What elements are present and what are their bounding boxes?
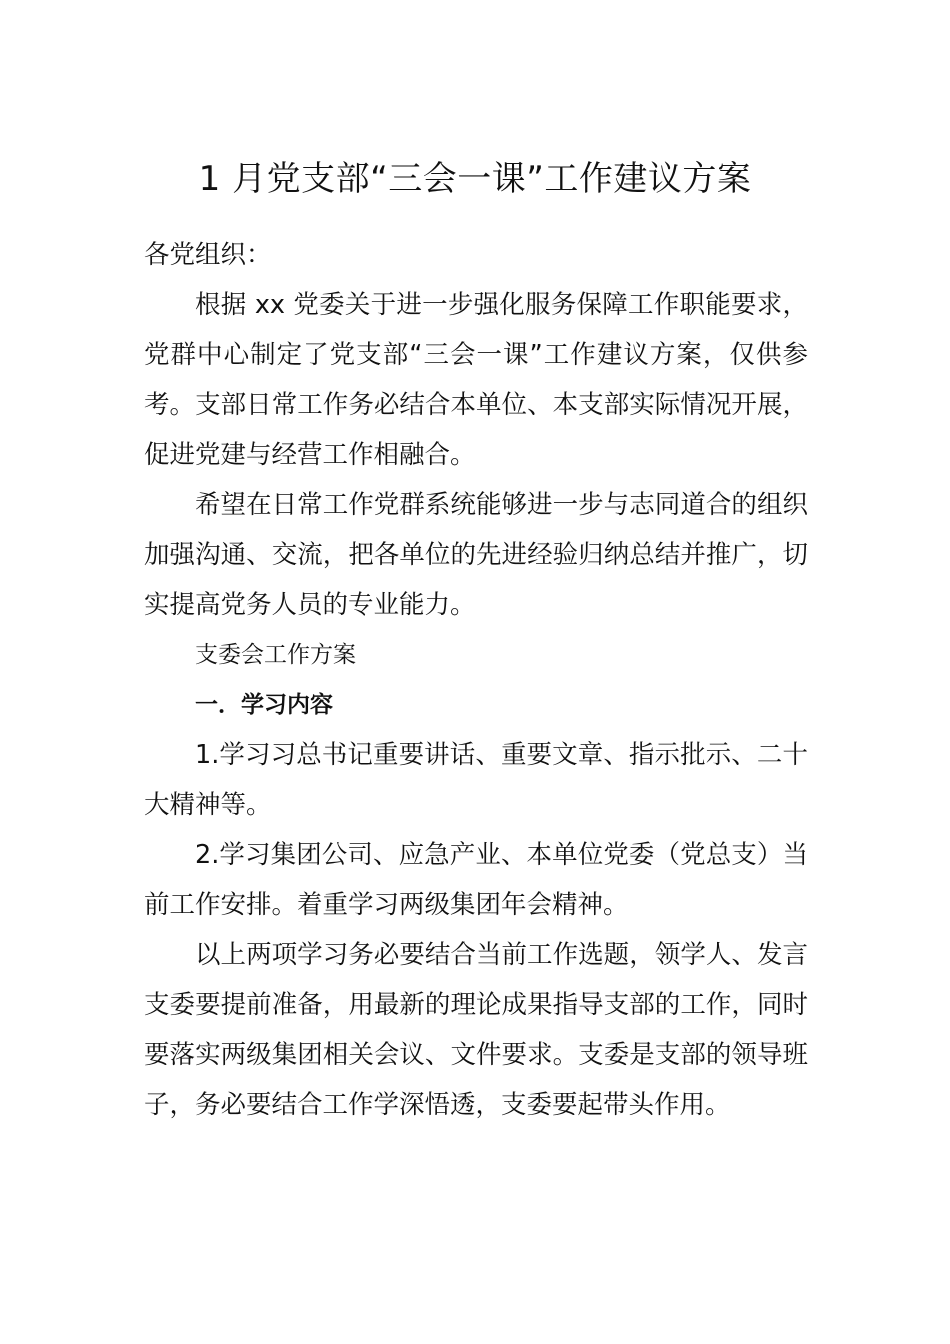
subsection-title: 一．学习内容 [195,692,333,718]
section-title: 支委会工作方案 [195,642,356,668]
document-body [144,230,808,1130]
paragraph-hope: 希望在日常工作党群系统能够进一步与志同道合的组织加强沟通、交流，把各单位的先进经验归纳总结并推广，切实提高党务人员的专业能力。 [144,490,808,620]
list-item-2: 2.学习集团公司、应急产业、本单位党委（党总支）当前工作安排。着重学习两级集团年会精神。 [144,840,808,920]
paragraph-closing: 以上两项学习务必要结合当前工作选题，领学人、发言支委要提前准备，用最新的理论成果指导支部的工作，同时要落实两级集团相关会议、文件要求。支委是支部的领导班子，务必要结合工作学深悟透，支委要起带头作用。 [144,940,808,1120]
paragraph-intro: 根据 xx 党委关于进一步强化服务保障工作职能要求，党群中心制定了党支部“三会一课”工作建议方案，仅供参考。支部日常工作务必结合本单位、本支部实际情况开展，促进党建与经营工作相融合。 [144,290,808,470]
list-item-1: 1.学习习总书记重要讲话、重要文章、指示批示、二十大精神等。 [144,740,808,820]
salutation: 各党组织： [144,240,272,270]
document-title: 1 月党支部“三会一课”工作建议方案 [198,159,752,199]
